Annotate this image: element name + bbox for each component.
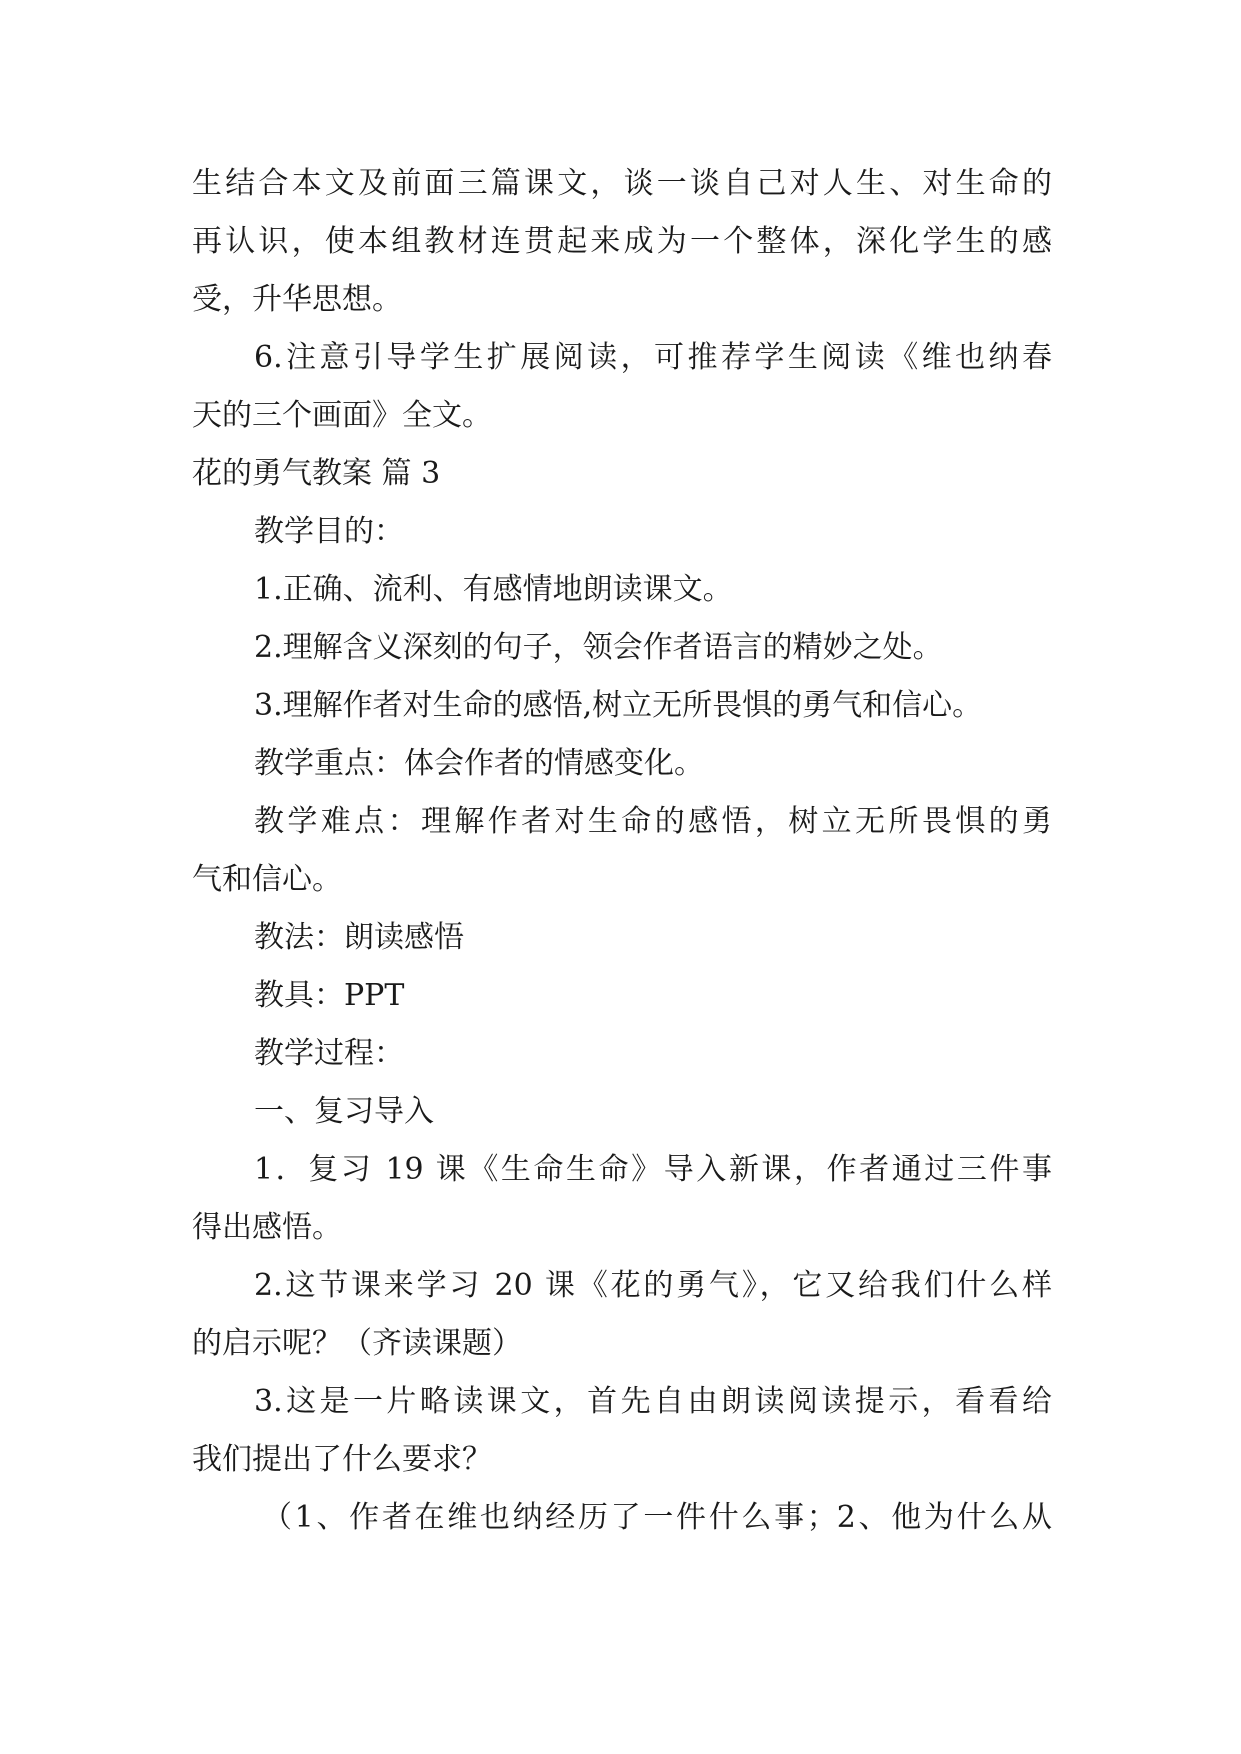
- paragraph-line: 教学重点：体会作者的情感变化。: [254, 746, 704, 781]
- paragraph-line: 天的三个画面》全文。: [192, 398, 492, 433]
- list-item: 1．复习 19 课《生命生命》导入新课，作者通过三件事: [254, 1152, 1052, 1187]
- paragraph-line: 得出感悟。: [192, 1210, 342, 1245]
- list-item: 1.正确、流利、有感情地朗读课文。: [254, 572, 733, 607]
- list-item: 2.这节课来学习 20 课《花的勇气》，它又给我们什么样: [254, 1268, 1052, 1303]
- list-item: 2.理解含义深刻的句子，领会作者语言的精妙之处。: [254, 630, 943, 665]
- paragraph-line: （1、作者在维也纳经历了一件什么事；2、他为什么从: [262, 1500, 1052, 1535]
- paragraph-line: 教学目的：: [254, 514, 404, 549]
- paragraph-line: 一、复习导入: [254, 1094, 434, 1129]
- list-item: 3.理解作者对生命的感悟,树立无所畏惧的勇气和信心。: [254, 688, 983, 723]
- paragraph-line: 教学过程：: [254, 1036, 404, 1071]
- section-heading: 花的勇气教案 篇 3: [192, 456, 441, 491]
- list-item: 3.这是一片略读课文，首先自由朗读阅读提示，看看给: [254, 1384, 1052, 1419]
- paragraph-line: 生结合本文及前面三篇课文，谈一谈自己对人生、对生命的: [192, 166, 1052, 201]
- paragraph-line: 受，升华思想。: [192, 282, 402, 317]
- paragraph-line: 气和信心。: [192, 862, 342, 897]
- paragraph-line: 教具：PPT: [254, 978, 405, 1013]
- paragraph-line: 再认识，使本组教材连贯起来成为一个整体，深化学生的感: [192, 224, 1052, 259]
- paragraph-line: 教法：朗读感悟: [254, 920, 464, 955]
- paragraph-line: 的启示呢？（齐读课题）: [192, 1326, 522, 1361]
- paragraph-line: 我们提出了什么要求？: [192, 1442, 492, 1477]
- paragraph-line: 教学难点：理解作者对生命的感悟，树立无所畏惧的勇: [254, 804, 1052, 839]
- paragraph-line: 6.注意引导学生扩展阅读，可推荐学生阅读《维也纳春: [254, 340, 1052, 375]
- document-body: [192, 155, 1052, 1547]
